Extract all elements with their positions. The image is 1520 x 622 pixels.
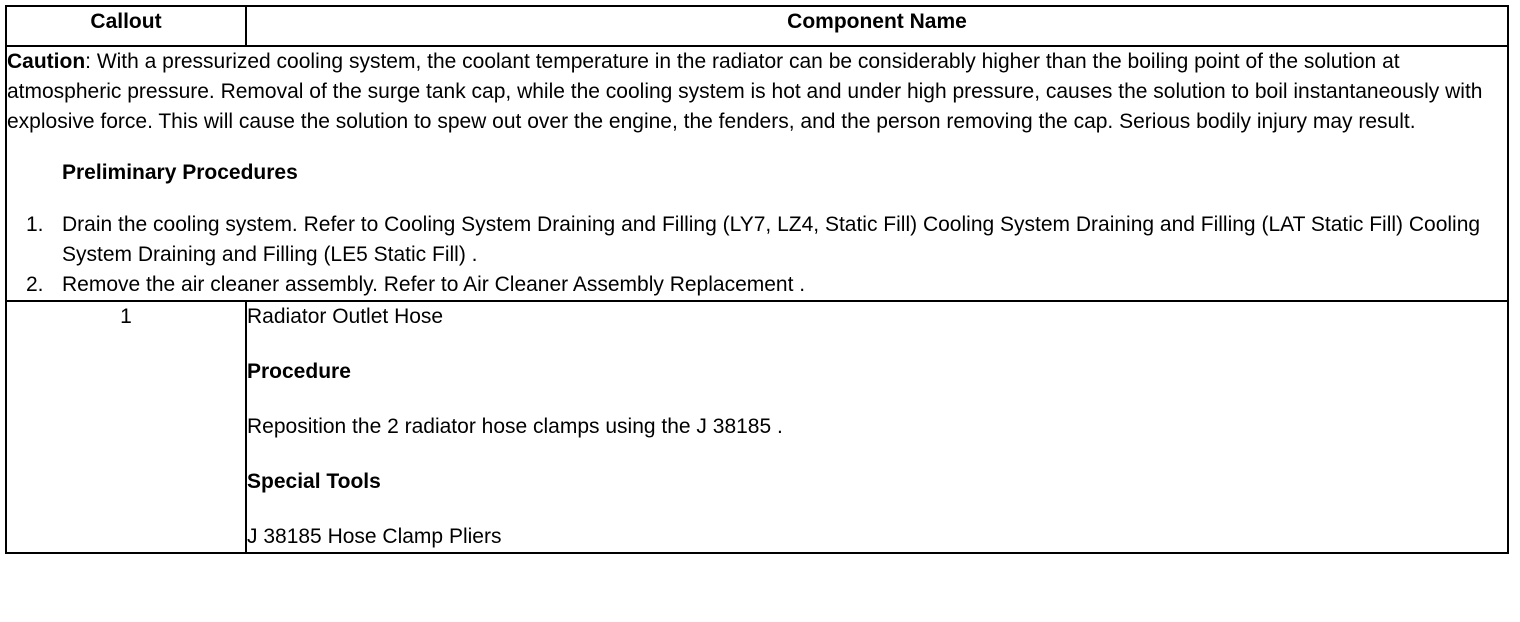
header-row [6,6,1508,46]
step-text: Drain the cooling system. Refer to Cooling System Draining and Filling (LY7, LZ4, Static Fill) Cooling System Draining and Filling (LAT Static Fill) Cooling System Draining and Filling (LE5 Static Fill) . [62,213,1481,266]
preliminary-procedures-heading: Preliminary Procedures [62,161,298,184]
callout-number: 1 [6,301,246,553]
caution-label: Caution [7,50,86,73]
caution-cell [6,46,1508,301]
step-number: 2. [26,273,44,296]
list-item [7,210,1507,270]
table-row [6,301,1508,553]
callout-column-header: Callout [6,6,246,46]
special-tools-heading: Special Tools [247,470,381,493]
caution-row [6,46,1508,301]
preliminary-steps-list [7,210,1507,300]
caution-paragraph [7,47,1507,137]
procedure-heading: Procedure [247,360,351,383]
procedure-text: Reposition the 2 radiator hose clamps using the J 38185 . [247,415,783,438]
component-name: Radiator Outlet Hose [247,305,444,328]
caution-body: : With a pressurized cooling system, the coolant temperature in the radiator can be considerably higher than the boiling point of the solution at atmospheric pressure. Removal of the surge tank cap, while the cooling system is hot and under high pressure, causes the solution to boil instantaneously with explosive force. This will cause the solution to spew out over the engine, the fenders, and the person removing the cap. Serious bodily injury may result. [7,50,1483,133]
step-number: 1. [26,213,44,236]
step-text: Remove the air cleaner assembly. Refer to Air Cleaner Assembly Replacement . [62,273,806,296]
component-detail-cell [246,301,1508,553]
component-name-column-header: Component Name [246,6,1508,46]
list-item [7,270,1507,300]
procedure-table [5,5,1509,554]
special-tools-text: J 38185 Hose Clamp Pliers [247,525,502,548]
